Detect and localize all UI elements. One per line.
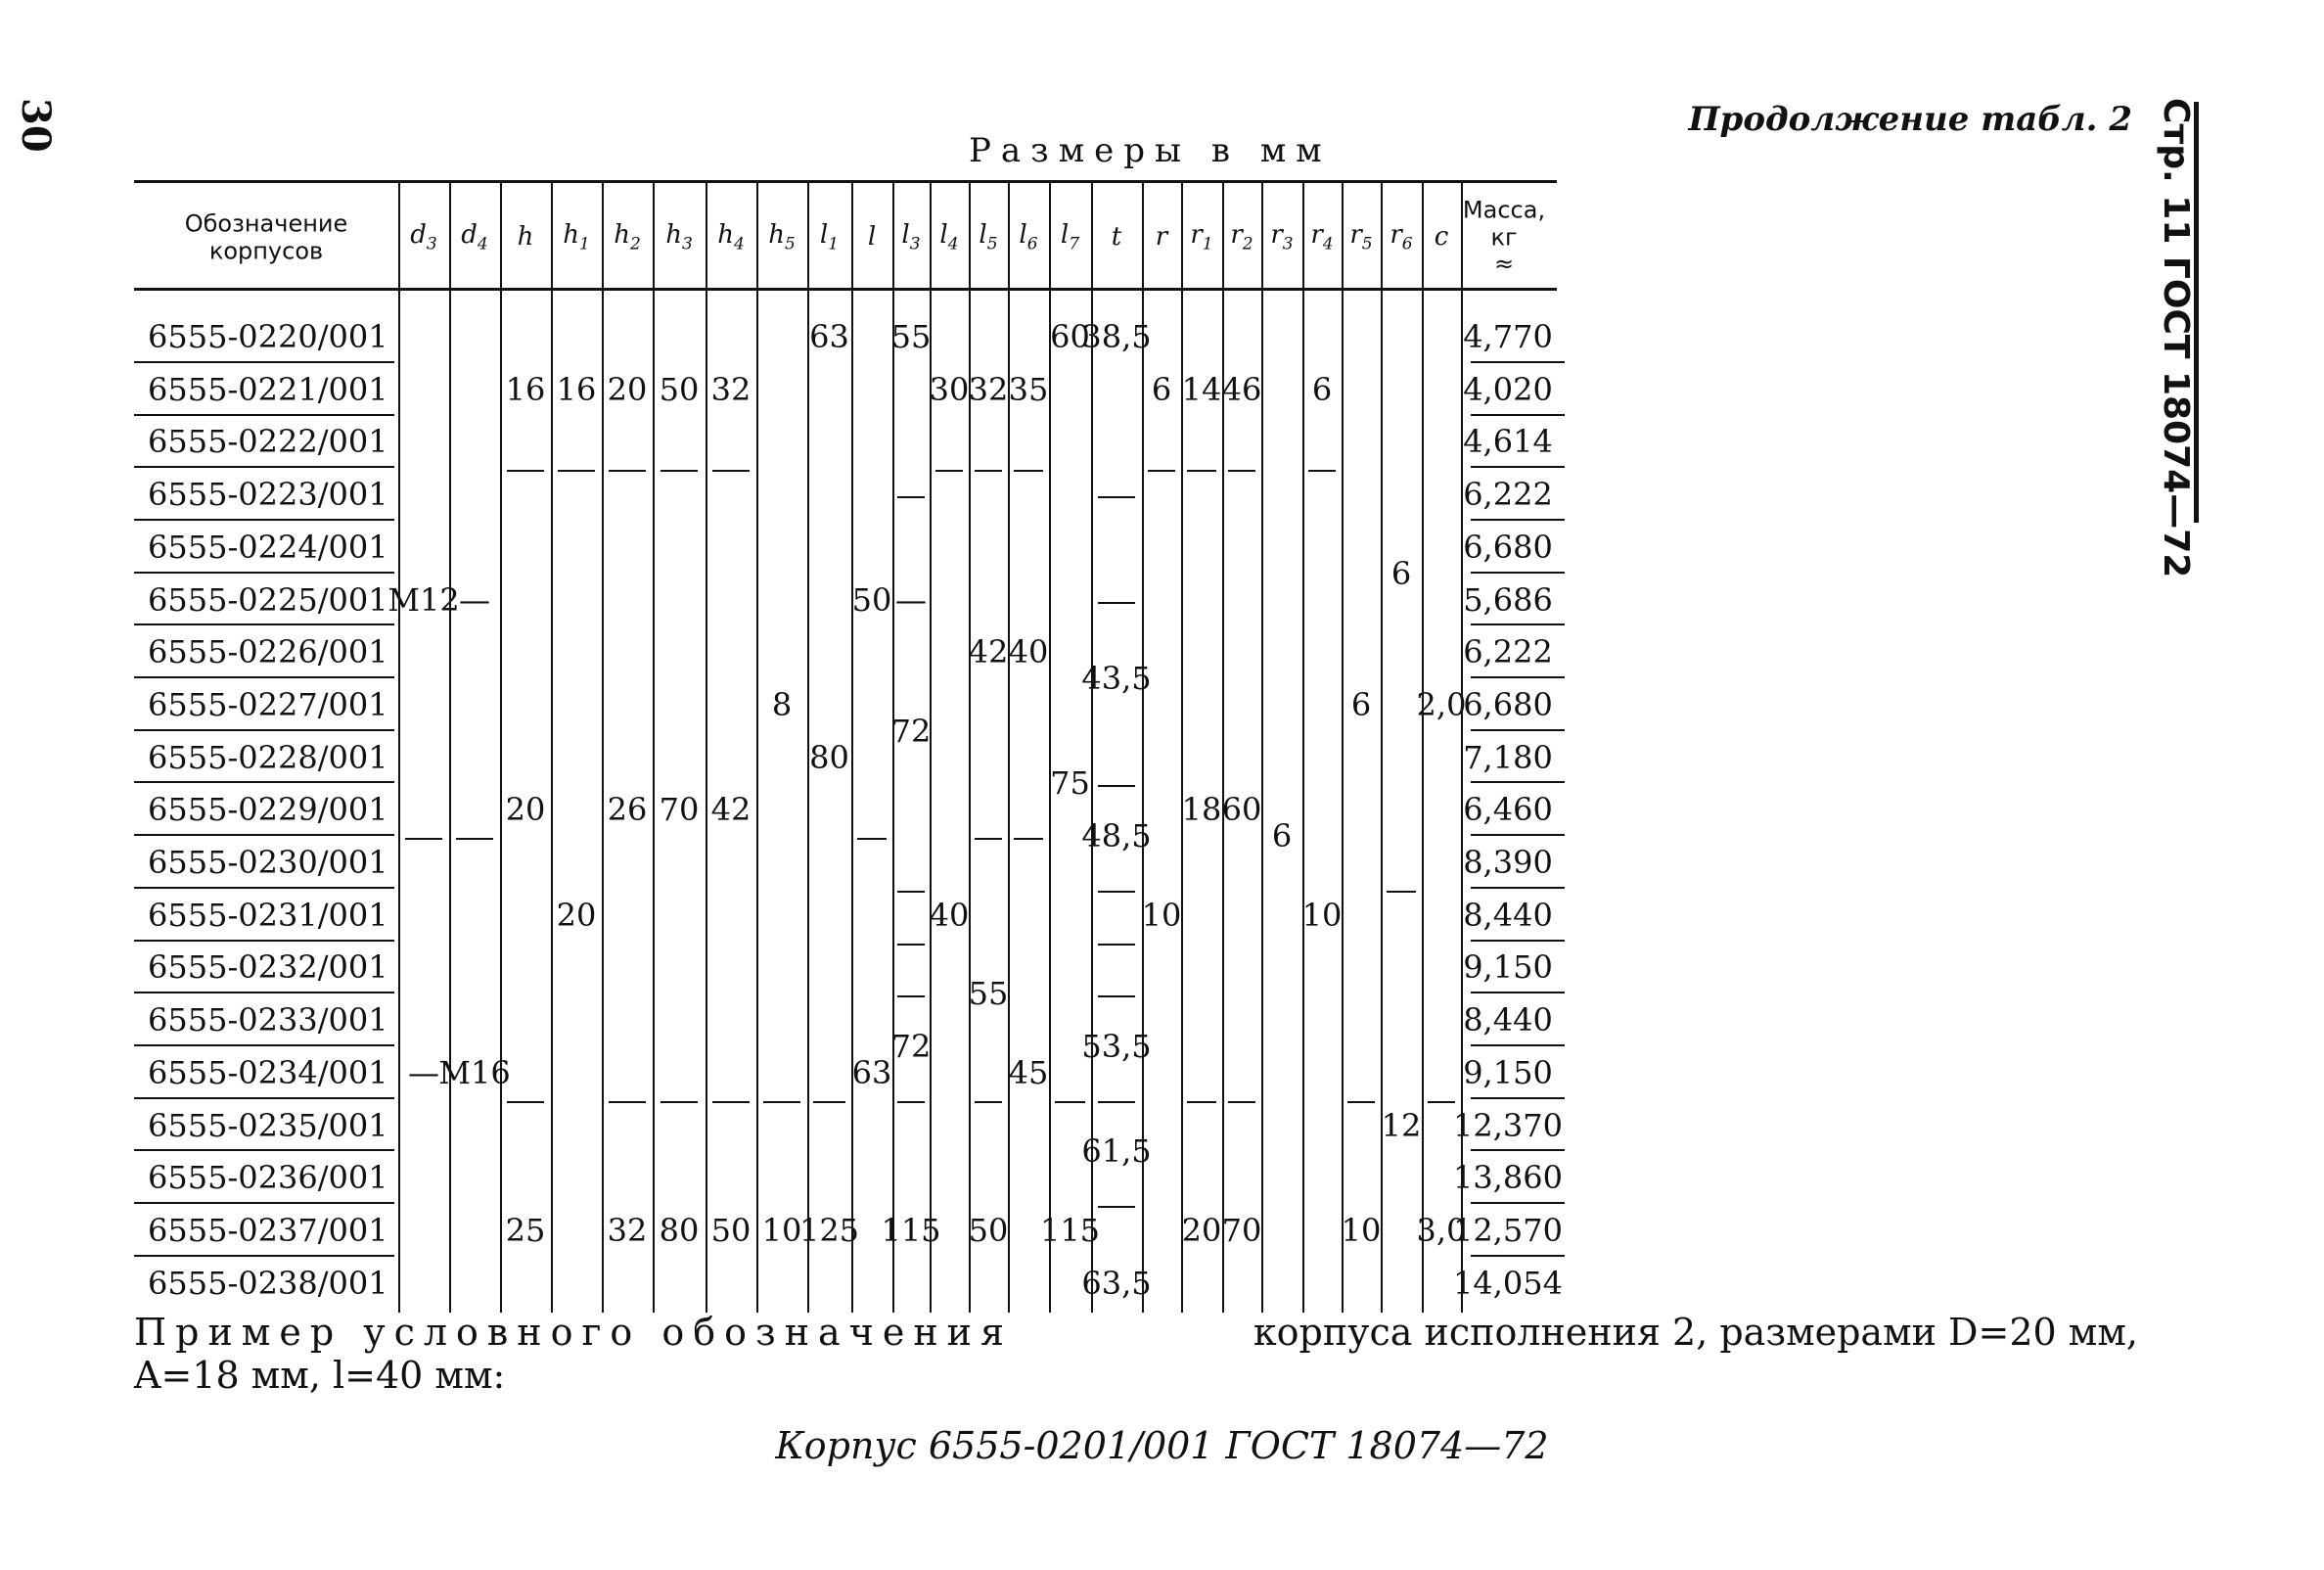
cell-h4: 50 xyxy=(710,1211,752,1249)
group-separator xyxy=(661,470,699,472)
row-rule xyxy=(134,572,394,574)
group-separator xyxy=(1098,891,1134,893)
header-h2: $h_2$ xyxy=(614,220,641,254)
group-separator xyxy=(897,496,924,498)
row-mass: 12,570 xyxy=(1453,1211,1563,1249)
header-l1: $l_1$ xyxy=(819,220,840,254)
row-designation: 6555-0231/001 xyxy=(148,896,388,934)
group-separator xyxy=(609,470,645,472)
mass-rule xyxy=(1471,940,1565,942)
row-rule xyxy=(134,676,394,678)
group-separator xyxy=(1014,838,1043,840)
example-designation: Корпус 6555-0201/001 ГОСТ 18074—72 xyxy=(775,1424,1549,1467)
row-mass: 6,460 xyxy=(1463,791,1553,829)
group-separator xyxy=(1387,891,1416,893)
row-designation: 6555-0226/001 xyxy=(148,633,388,671)
cell-t: 43,5 xyxy=(1081,660,1152,698)
column-divider xyxy=(756,180,758,1313)
group-separator xyxy=(712,470,749,472)
group-separator xyxy=(857,838,887,840)
row-rule xyxy=(134,1255,394,1257)
header-r5: $r_5$ xyxy=(1349,220,1373,254)
row-rule xyxy=(134,729,394,731)
row-designation: 6555-0227/001 xyxy=(148,685,388,723)
column-divider xyxy=(602,180,604,1313)
group-separator xyxy=(1098,1101,1134,1103)
column-divider xyxy=(398,180,400,1313)
column-divider xyxy=(1261,180,1263,1313)
cell-l3: 72 xyxy=(890,1027,932,1065)
cell-l4: 30 xyxy=(929,370,970,408)
row-designation: 6555-0230/001 xyxy=(148,844,388,881)
cell-r1: 18 xyxy=(1181,791,1222,829)
mass-rule xyxy=(1471,361,1565,363)
cell-h4: 32 xyxy=(710,370,752,408)
row-rule xyxy=(134,781,394,783)
mass-rule xyxy=(1471,519,1565,521)
cell-h3: 50 xyxy=(659,370,700,408)
row-rule xyxy=(134,1149,394,1151)
row-designation: 6555-0236/001 xyxy=(148,1159,388,1197)
header-r2: $r_2$ xyxy=(1230,220,1253,254)
group-separator xyxy=(712,1101,749,1103)
row-mass: 9,150 xyxy=(1463,1053,1553,1091)
example-lead: Пример условного обозначения xyxy=(134,1311,1013,1354)
column-divider xyxy=(1422,180,1424,1313)
mass-rule xyxy=(1471,623,1565,625)
group-separator xyxy=(897,995,924,997)
row-mass: 6,222 xyxy=(1463,633,1553,671)
cell-l1: 63 xyxy=(809,318,849,355)
cell-t: 63,5 xyxy=(1081,1264,1152,1302)
cell-l7: 60 xyxy=(1050,318,1090,355)
column-divider xyxy=(551,180,553,1313)
cell-d3: M12 xyxy=(387,580,460,619)
example-paragraph xyxy=(134,1312,2138,1397)
mass-rule xyxy=(1471,572,1565,574)
column-divider xyxy=(1222,180,1224,1313)
cell-l3: — xyxy=(895,580,927,619)
mass-rule xyxy=(1471,729,1565,731)
group-separator xyxy=(1187,470,1216,472)
header-l6: $l_6$ xyxy=(1019,220,1038,254)
row-designation: 6555-0232/001 xyxy=(148,948,388,987)
row-mass: 14,054 xyxy=(1453,1264,1563,1302)
group-separator xyxy=(456,838,492,840)
cell-h: 20 xyxy=(505,791,546,829)
header-l5: $l_5$ xyxy=(979,220,998,254)
header-d3: $d_3$ xyxy=(410,220,437,254)
row-mass: 12,370 xyxy=(1453,1106,1563,1144)
group-separator xyxy=(558,470,594,472)
row-designation: 6555-0228/001 xyxy=(148,738,388,776)
row-rule xyxy=(134,519,394,521)
cell-r2: 70 xyxy=(1221,1211,1262,1249)
dimensions-table xyxy=(134,180,2138,1300)
mass-rule xyxy=(1471,1097,1565,1099)
group-separator xyxy=(661,1101,699,1103)
group-separator xyxy=(1098,496,1134,498)
row-designation: 6555-0220/001 xyxy=(148,318,388,355)
row-mass: 7,180 xyxy=(1463,738,1553,776)
header-r4: $r_4$ xyxy=(1310,220,1334,254)
cell-l5: 55 xyxy=(968,975,1009,1013)
row-mass: 8,440 xyxy=(1463,1001,1553,1039)
cell-d4: — xyxy=(459,580,490,619)
mass-rule xyxy=(1471,992,1565,993)
cell-h3: 70 xyxy=(659,791,700,829)
header-designation: Обозначение корпусов xyxy=(184,209,348,264)
cell-r4: 10 xyxy=(1301,896,1343,934)
row-rule xyxy=(134,1097,394,1099)
cell-l3: 115 xyxy=(881,1211,941,1249)
group-separator xyxy=(1228,470,1256,472)
row-rule xyxy=(134,466,394,468)
cell-l3: 55 xyxy=(890,318,932,355)
header-l: l xyxy=(867,222,877,253)
example-line-2: A=18 мм, l=40 мм: xyxy=(134,1353,506,1397)
column-divider xyxy=(1302,180,1304,1313)
mass-rule xyxy=(1471,1255,1565,1257)
cell-c: 2,0 xyxy=(1416,685,1467,723)
header-r3: $r_3$ xyxy=(1270,220,1294,254)
mass-rule xyxy=(1471,466,1565,468)
header-h5: $h_5$ xyxy=(768,220,796,254)
cell-r6: 6 xyxy=(1390,554,1412,592)
row-rule xyxy=(134,1044,394,1046)
header-h: h xyxy=(517,222,534,253)
cell-c: 3,0 xyxy=(1416,1211,1467,1249)
cell-h: 25 xyxy=(505,1211,546,1249)
cell-d3: — xyxy=(408,1053,439,1091)
cell-h3: 80 xyxy=(659,1211,700,1249)
header-r6: $r_6$ xyxy=(1390,220,1413,254)
mass-rule xyxy=(1471,834,1565,836)
column-divider xyxy=(706,180,707,1313)
row-rule xyxy=(134,887,394,889)
column-divider xyxy=(969,180,971,1313)
group-separator xyxy=(1098,1206,1134,1208)
mass-rule xyxy=(1471,781,1565,783)
mass-rule xyxy=(1471,1202,1565,1204)
header-t: t xyxy=(1111,222,1122,253)
group-separator xyxy=(897,1101,924,1103)
page-number: 30 xyxy=(13,98,59,153)
cell-l5: 42 xyxy=(968,633,1009,671)
row-mass: 6,680 xyxy=(1463,685,1553,723)
row-rule xyxy=(134,1202,394,1204)
column-divider xyxy=(500,180,502,1313)
row-mass: 4,614 xyxy=(1463,423,1553,461)
group-separator xyxy=(1055,1101,1085,1103)
cell-h: 16 xyxy=(505,370,546,408)
group-separator xyxy=(405,838,441,840)
row-designation: 6555-0234/001 xyxy=(148,1053,388,1091)
side-header: Стр. 11 ГОСТ 18074—72 xyxy=(2156,98,2196,578)
mass-rule xyxy=(1471,887,1565,889)
group-separator xyxy=(507,1101,543,1103)
header-h4: $h_4$ xyxy=(717,220,745,254)
row-designation: 6555-0235/001 xyxy=(148,1106,388,1144)
header-mass: Масса, кг ≈ xyxy=(1462,196,1546,278)
header-h1: $h_1$ xyxy=(563,220,590,254)
cell-h5: 8 xyxy=(771,685,793,723)
cell-h1: 20 xyxy=(556,896,597,934)
cell-r1: 14 xyxy=(1181,370,1222,408)
cell-r6: 12 xyxy=(1381,1106,1422,1144)
table-continuation-label: Продолжение табл. 2 xyxy=(1688,100,2132,139)
group-separator xyxy=(975,838,1003,840)
cell-h2: 32 xyxy=(607,1211,648,1249)
group-separator xyxy=(1347,1101,1376,1103)
mass-rule xyxy=(1471,414,1565,416)
cell-l: 50 xyxy=(851,580,892,619)
row-rule xyxy=(134,414,394,416)
header-d4: $d_4$ xyxy=(461,220,488,254)
group-separator xyxy=(1098,602,1134,604)
example-line-1 xyxy=(134,1312,2138,1355)
row-designation: 6555-0233/001 xyxy=(148,1001,388,1039)
cell-r5: 6 xyxy=(1350,685,1372,723)
row-rule xyxy=(134,623,394,625)
cell-r: 6 xyxy=(1151,370,1172,408)
group-separator xyxy=(897,891,924,893)
cell-r4: 6 xyxy=(1311,370,1333,408)
cell-l1: 125 xyxy=(798,1211,860,1249)
cell-h2: 20 xyxy=(607,370,648,408)
group-separator xyxy=(813,1101,844,1103)
column-divider xyxy=(1181,180,1183,1313)
row-mass: 4,770 xyxy=(1463,318,1553,355)
cell-h2: 26 xyxy=(607,791,648,829)
row-designation: 6555-0222/001 xyxy=(148,423,388,461)
group-separator xyxy=(1098,944,1134,946)
mass-rule xyxy=(1471,1044,1565,1046)
group-separator xyxy=(935,470,964,472)
row-mass: 5,686 xyxy=(1463,580,1553,619)
header-r: r xyxy=(1155,222,1168,253)
row-rule xyxy=(134,361,394,363)
column-divider xyxy=(653,180,655,1313)
group-separator xyxy=(975,470,1003,472)
cell-t: 61,5 xyxy=(1081,1132,1152,1171)
row-mass: 8,440 xyxy=(1463,896,1553,934)
group-separator xyxy=(1014,470,1043,472)
row-mass: 9,150 xyxy=(1463,948,1553,987)
mass-rule xyxy=(1471,1149,1565,1151)
cell-r2: 46 xyxy=(1221,370,1262,408)
cell-h1: 16 xyxy=(556,370,597,408)
cell-l6: 35 xyxy=(1008,370,1049,408)
cell-l5: 32 xyxy=(968,370,1009,408)
mass-rule xyxy=(1471,676,1565,678)
cell-h4: 42 xyxy=(710,791,752,829)
group-separator xyxy=(763,1101,799,1103)
row-designation: 6555-0229/001 xyxy=(148,791,388,829)
row-designation: 6555-0224/001 xyxy=(148,528,388,566)
cell-d4: M16 xyxy=(438,1053,511,1091)
group-separator xyxy=(1148,470,1176,472)
cell-r1: 20 xyxy=(1181,1211,1222,1249)
example-rest: корпуса исполнения 2, размерами D=20 мм, xyxy=(1253,1311,2138,1354)
cell-t: 53,5 xyxy=(1081,1027,1152,1065)
group-separator xyxy=(1098,995,1134,997)
cell-h5: 10 xyxy=(761,1211,802,1249)
row-designation: 6555-0223/001 xyxy=(148,476,388,514)
row-mass: 6,222 xyxy=(1463,476,1553,514)
row-mass: 4,020 xyxy=(1463,370,1553,408)
cell-l7: 75 xyxy=(1050,764,1090,803)
cell-l: 63 xyxy=(851,1053,892,1091)
row-mass: 8,390 xyxy=(1463,844,1553,881)
cell-l6: 45 xyxy=(1008,1053,1049,1091)
row-mass: 13,860 xyxy=(1453,1159,1563,1197)
row-designation: 6555-0238/001 xyxy=(148,1264,388,1302)
cell-l4: 40 xyxy=(929,896,970,934)
cell-t: 38,5 xyxy=(1081,318,1152,355)
row-rule xyxy=(134,940,394,942)
cell-r5: 10 xyxy=(1341,1211,1382,1249)
cell-r2: 60 xyxy=(1221,791,1262,829)
column-divider xyxy=(851,180,853,1313)
column-divider xyxy=(1342,180,1344,1313)
cell-l7: 115 xyxy=(1039,1211,1101,1249)
row-rule xyxy=(134,992,394,993)
header-h3: $h_3$ xyxy=(665,220,693,254)
group-separator xyxy=(1187,1101,1216,1103)
column-divider xyxy=(1008,180,1010,1313)
column-divider xyxy=(449,180,451,1313)
cell-l5: 50 xyxy=(968,1211,1009,1249)
header-l7: $l_7$ xyxy=(1060,220,1080,254)
group-separator xyxy=(609,1101,645,1103)
cell-l6: 40 xyxy=(1008,633,1049,671)
cell-l1: 80 xyxy=(809,738,849,776)
header-l4: $l_4$ xyxy=(939,220,959,254)
group-separator xyxy=(897,944,924,946)
units-caption: Размеры в мм xyxy=(969,131,1332,170)
row-designation: 6555-0237/001 xyxy=(148,1211,388,1249)
header-l3: $l_3$ xyxy=(901,220,921,254)
cell-r: 10 xyxy=(1141,896,1182,934)
group-separator xyxy=(975,1101,1003,1103)
header-c: c xyxy=(1434,222,1449,253)
group-separator xyxy=(1428,1101,1456,1103)
cell-r3: 6 xyxy=(1271,817,1293,855)
row-designation: 6555-0225/001 xyxy=(148,580,388,619)
header-r1: $r_1$ xyxy=(1190,220,1213,254)
row-designation: 6555-0221/001 xyxy=(148,370,388,408)
cell-t: 48,5 xyxy=(1081,817,1152,855)
group-separator xyxy=(1308,470,1337,472)
group-separator xyxy=(1098,785,1134,787)
row-mass: 6,680 xyxy=(1463,528,1553,566)
row-rule xyxy=(134,834,394,836)
group-separator xyxy=(507,470,543,472)
group-separator xyxy=(1228,1101,1256,1103)
cell-l3: 72 xyxy=(890,712,932,750)
